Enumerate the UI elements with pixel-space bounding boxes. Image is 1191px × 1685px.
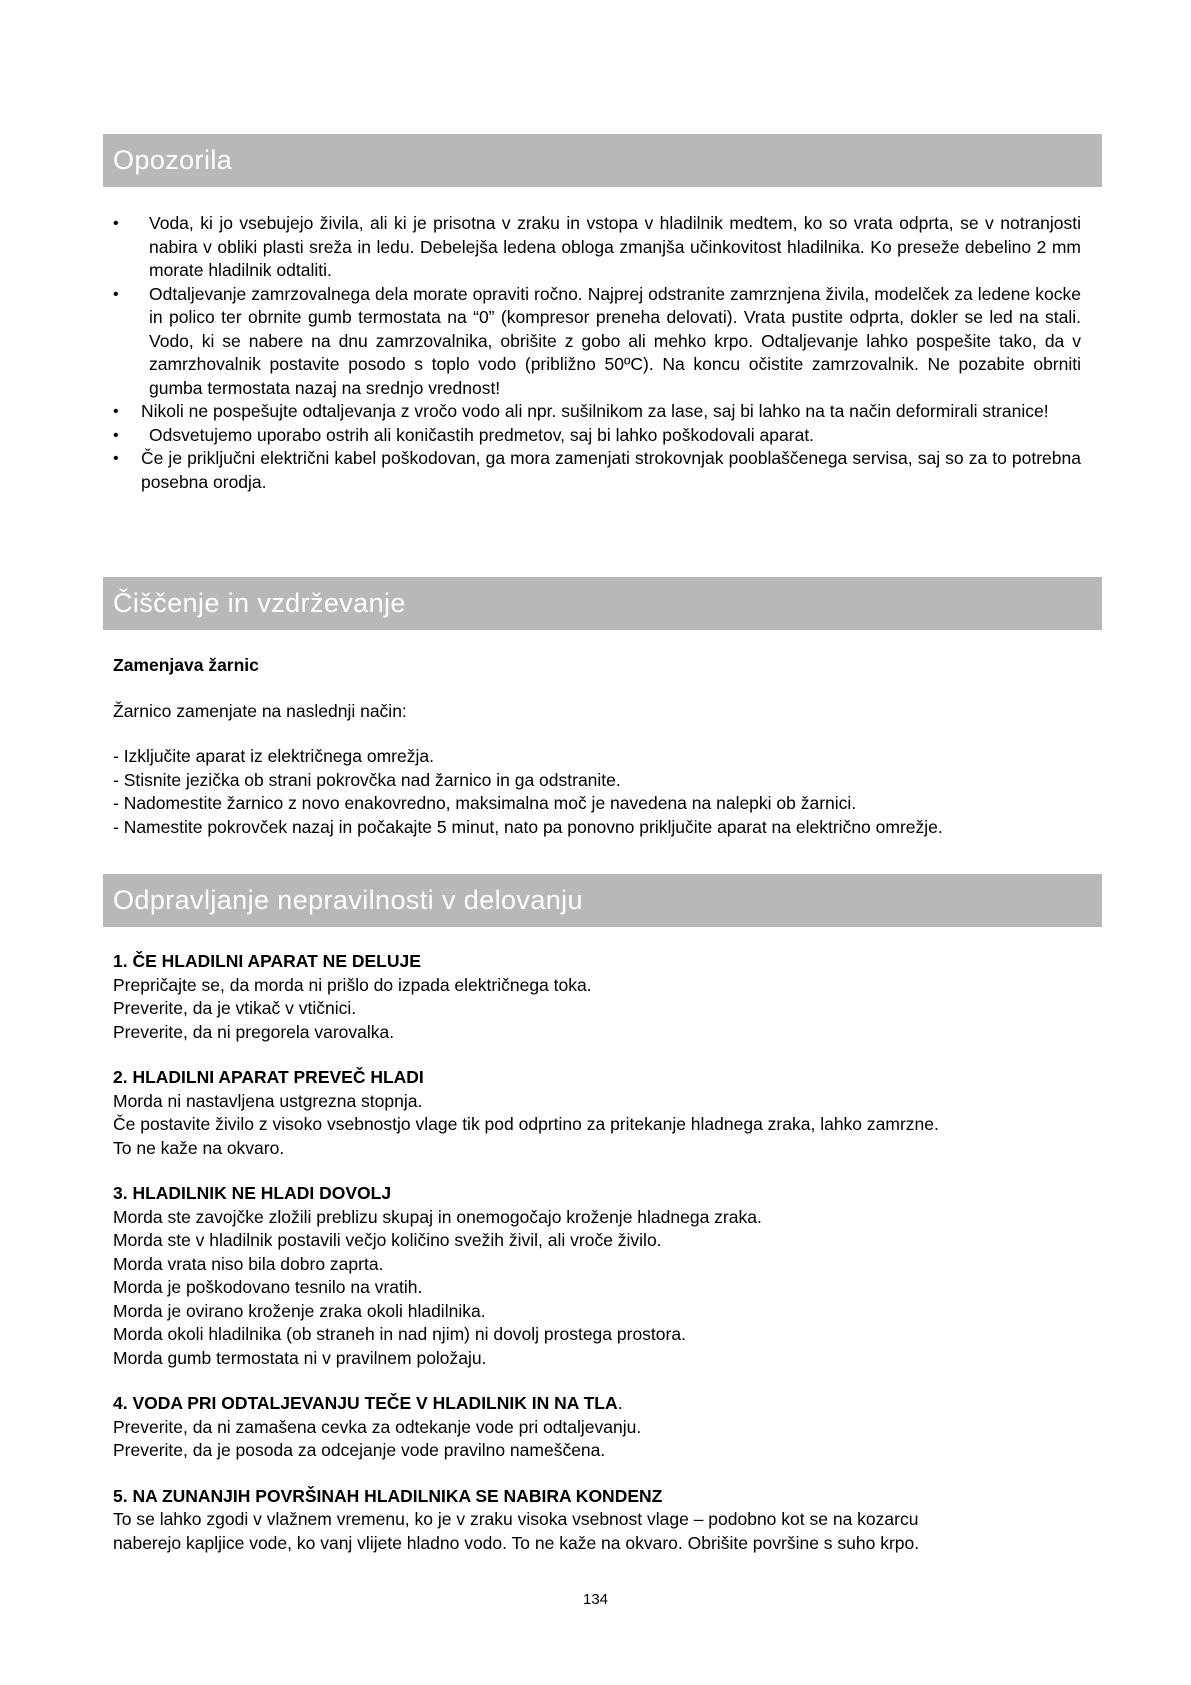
- trouble-group: [113, 1485, 1081, 1556]
- section-title-cleaning: Čiščenje in vzdrževanje: [113, 588, 406, 618]
- trouble-heading: 4. VODA PRI ODTALJEVANJU TEČE V HLADILNIK IN NA TLA: [113, 1393, 618, 1413]
- trouble-line: Preverite, da je vtikač v vtičnici.: [113, 998, 357, 1018]
- cleaning-subtitle: Zamenjava žarnic: [113, 655, 259, 675]
- section-banner-troubleshooting: [103, 874, 1102, 927]
- cleaning-step: - Nadomestite žarnico z novo enakovredno, maksimalna moč je navedena na nalepki ob žarnici.: [113, 793, 857, 813]
- warnings-list-block: [113, 212, 1081, 494]
- trouble-line: Morda je ovirano kroženje zraka okoli hladilnika.: [113, 1300, 486, 1321]
- trouble-line: Preverite, da ni pregorela varovalka.: [113, 1021, 395, 1042]
- cleaning-intro: Žarnico zamenjate na naslednji način:: [113, 700, 407, 721]
- page-number: 134: [582, 1591, 609, 1608]
- warning-item: • Odtaljevanje zamrzovalnega dela morate opraviti ročno. Najprej odstranite zamrznjena živila, modelček za ledene kocke in polico ter obrnite gumb termostata na “0” (kompresor preneha delovati). Vrata pustite odprta, dokler se led na stali. Vodo, ki se nabere na dnu zamrzovalnika, obrišite z gobo ali mehko krpo. Odtaljevanje lahko pospešite tako, da v zamrzhovalnik postavite posodo s toplo vodo (približno 50ºC). Na koncu očistite zamrzovalnik. Ne pozabite obrniti gumba termostata nazaj na srednjo vrednost!: [113, 283, 1081, 401]
- trouble-heading: 2. HLADILNI APARAT PREVEČ HLADI: [113, 1067, 424, 1087]
- section-title-warnings: Opozorila: [113, 145, 233, 175]
- troubleshooting-block: [113, 950, 1081, 1577]
- section-banner-cleaning: [103, 577, 1102, 630]
- trouble-line: Morda gumb termostata ni v pravilnem položaju.: [113, 1347, 487, 1368]
- trouble-group: [113, 950, 1081, 1044]
- trouble-line: Če postavite živilo z visoko vsebnostjo vlage tik pod odprtino za pritekanje hladnega zraka, lahko zamrzne.: [113, 1114, 939, 1134]
- section-title-troubleshooting: Odpravljanje nepravilnosti v delovanju: [113, 885, 583, 915]
- trouble-heading: 5. NA ZUNANJIH POVRŠINAH HLADILNIKA SE NABIRA KONDENZ: [113, 1485, 663, 1506]
- trouble-line: Morda je poškodovano tesnilo na vratih.: [113, 1277, 423, 1297]
- warning-item: • Če je priključni električni kabel poškodovan, ga mora zamenjati strokovnjak pooblaščenega servisa, saj so za to potrebna posebna orodja.: [113, 447, 1081, 494]
- trouble-heading: 3. HLADILNIK NE HLADI DOVOLJ: [113, 1183, 392, 1203]
- trouble-heading: 1. ČE HLADILNI APARAT NE DELUJE: [113, 951, 421, 971]
- trouble-group: [113, 1392, 1081, 1463]
- trouble-line: Morda okoli hladilnika (ob straneh in nad njim) ni dovolj prostega prostora.: [113, 1324, 686, 1344]
- trouble-line: Preverite, da ni zamašena cevka za odtekanje vode pri odtaljevanju.: [113, 1416, 642, 1437]
- trouble-line: Preverite, da je posoda za odcejanje vode pravilno nameščena.: [113, 1440, 606, 1460]
- cleaning-block: [113, 654, 1081, 839]
- warning-item: • Nikoli ne pospešujte odtaljevanja z vročo vodo ali npr. sušilnikom za lase, saj bi lahko na ta način deformirali stranice!: [113, 400, 1081, 424]
- section-banner-warnings: [103, 134, 1102, 187]
- trouble-group: [113, 1182, 1081, 1370]
- trouble-group: [113, 1066, 1081, 1160]
- warning-item: • Voda, ki jo vsebujejo živila, ali ki je prisotna v zraku in vstopa v hladilnik medtem, ko so vrata odprta, se v notranjosti nabira v obliki plasti sreža in ledu. Debelejša ledena obloga zmanjša učinkovitost hladilnika. Ko preseže debelino 2 mm morate hladilnik odtaliti.: [113, 212, 1081, 283]
- trouble-line: Morda vrata niso bila dobro zaprta.: [113, 1253, 384, 1274]
- warning-item: • Odsvetujemo uporabo ostrih ali koničastih predmetov, saj bi lahko poškodovali aparat.: [113, 424, 1081, 448]
- trouble-line: Morda ni nastavljena ustgrezna stopnja.: [113, 1090, 423, 1111]
- trouble-line: To se lahko zgodi v vlažnem vremenu, ko je v zraku visoka vsebnost vlage – podobno kot se na kozarcu: [113, 1509, 919, 1529]
- trouble-heading-row: [113, 1392, 1081, 1416]
- cleaning-step: - Stisnite jezička ob strani pokrovčka nad žarnico in ga odstranite.: [113, 769, 621, 790]
- trouble-heading-suffix: .: [617, 1393, 623, 1413]
- warnings-list: [113, 212, 1081, 494]
- cleaning-step: - Namestite pokrovček nazaj in počakajte 5 minut, nato pa ponovno priključite aparat na električno omrežje.: [113, 816, 943, 837]
- trouble-line: To ne kaže na okvaro.: [113, 1137, 285, 1158]
- cleaning-step: - Izključite aparat iz električnega omrežja.: [113, 746, 434, 766]
- trouble-line: naberejo kapljice vode, ko vanj vlijete hladno vodo. To ne kaže na okvaro. Obrišite površine s suho krpo.: [113, 1532, 920, 1553]
- trouble-line: Morda ste v hladilnik postavili večjo količino svežih živil, ali vroče živilo.: [113, 1230, 662, 1250]
- trouble-line: Prepričajte se, da morda ni prišlo do izpada električnega toka.: [113, 974, 592, 995]
- trouble-line: Morda ste zavojčke zložili preblizu skupaj in onemogočajo kroženje hladnega zraka.: [113, 1206, 762, 1227]
